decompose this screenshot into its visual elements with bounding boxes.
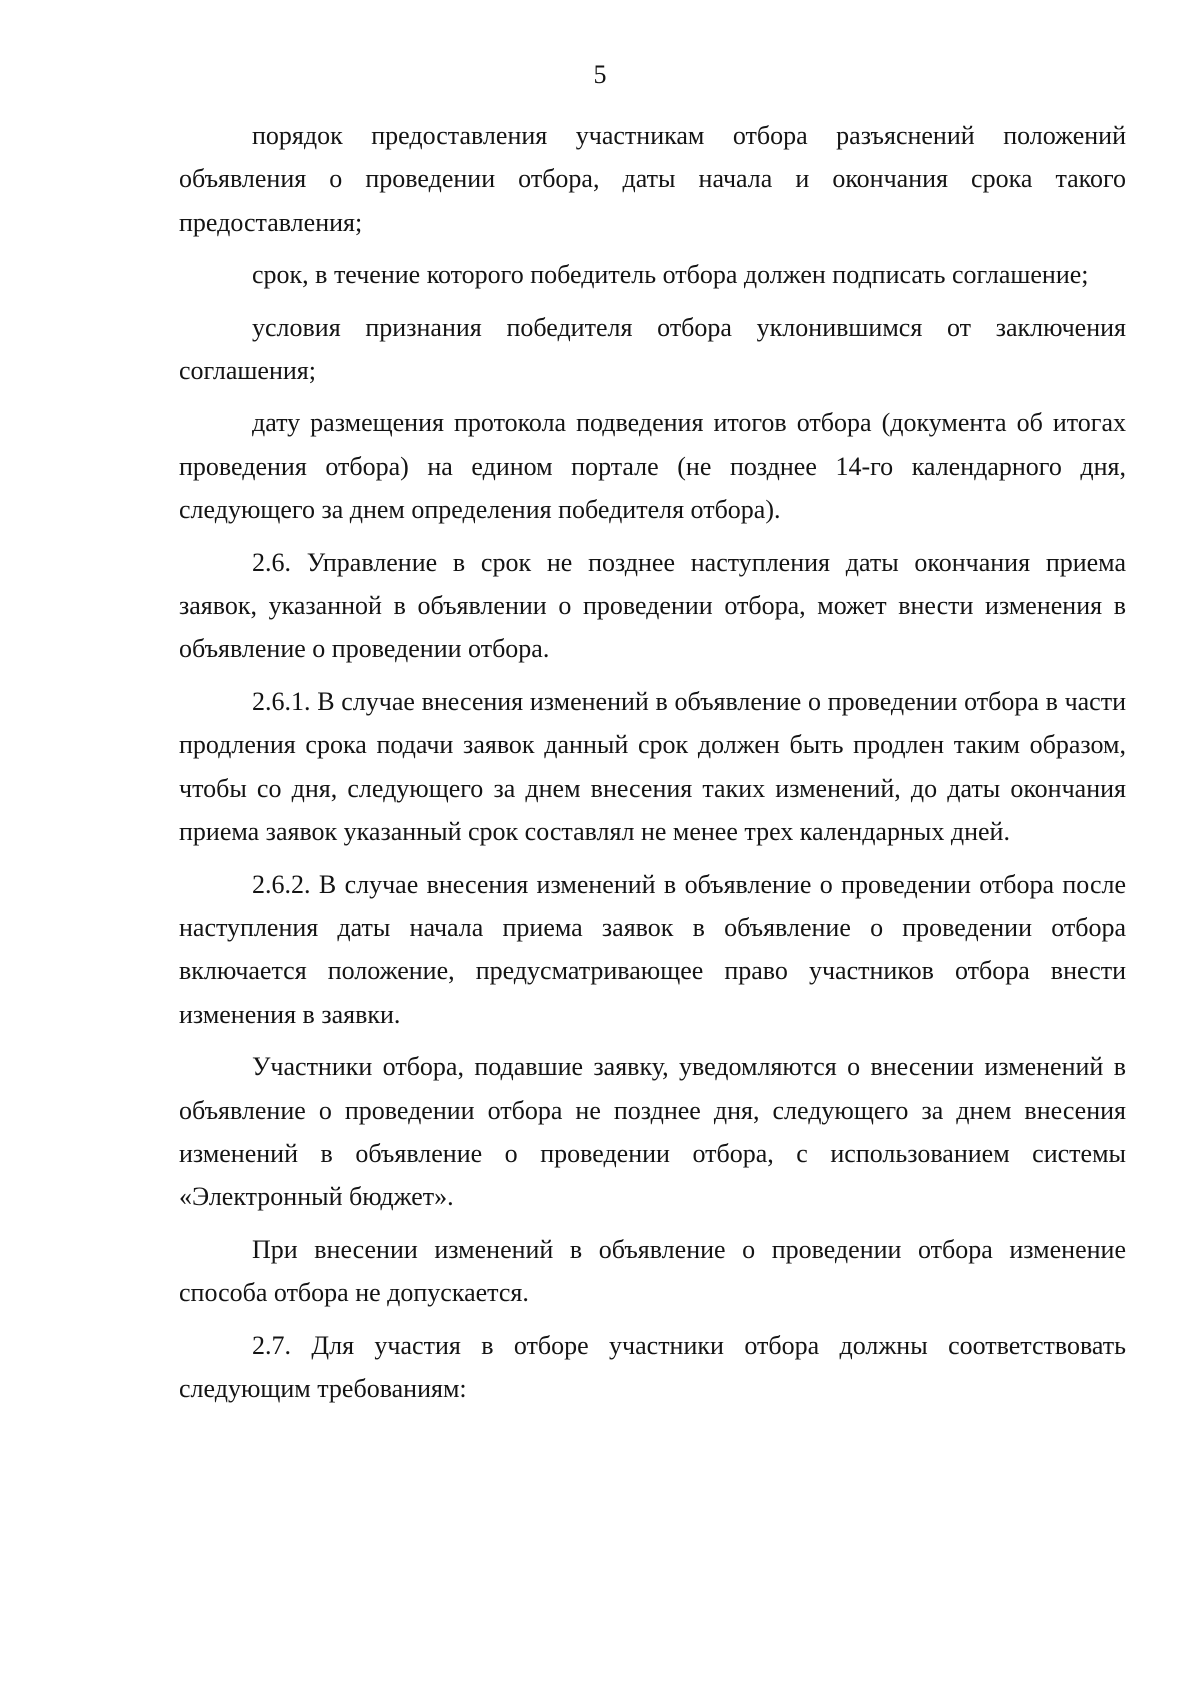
paragraph-signing-deadline: срок, в течение которого победитель отбора должен подписать соглашение; — [252, 260, 1089, 290]
paragraph-protocol-date: дату размещения протокола подведения итогов отбора (документа об итогах проведения отбора) на едином портале (не позднее 14-го календарного дня, следующего за днем определения победителя отбора). — [179, 408, 1126, 525]
paragraph-2-6-1: 2.6.1. В случае внесения изменений в объявление о проведении отбора в части продления срока подачи заявок данный срок должен быть продлен таким образом, чтобы со дня, следующего за днем внесения таких изменений, до даты окончания приема заявок указанный срок составлял не менее трех календарных дней. — [179, 686, 1126, 847]
paragraph-evasion-conditions: условия признания победителя отбора уклонившимся от заключения соглашения; — [179, 312, 1126, 386]
paragraph-participants-notification: Участники отбора, подавшие заявку, уведомляются о внесении изменений в объявление о проведении отбора не позднее дня, следующего за днем внесения изменений в объявление о проведении отбора, с использованием системы «Электронный бюджет». — [179, 1052, 1126, 1212]
paragraph-2-6: 2.6. Управление в срок не позднее наступления даты окончания приема заявок, указанной в объявлении о проведении отбора, может внести изменения в объявление о проведении отбора. — [179, 547, 1126, 664]
paragraph-2-6-2: 2.6.2. В случае внесения изменений в объявление о проведении отбора после наступления даты начала приема заявок в объявление о проведении отбора включается положение, предусматривающее право участников отбора внести изменения в заявки. — [179, 869, 1126, 1029]
paragraph-method-change: При внесении изменений в объявление о проведении отбора изменение способа отбора не допускается. — [179, 1234, 1126, 1308]
paragraph-2-7: 2.7. Для участия в отборе участники отбора должны соответствовать следующим требованиям: — [179, 1330, 1126, 1403]
page-number: 5 — [593, 60, 607, 89]
document-body — [179, 114, 1126, 1419]
paragraph-clarification-procedure: порядок предоставления участникам отбора разъяснений положений объявления о проведении отбора, даты начала и окончания срока такого предоставления; — [179, 121, 1126, 237]
